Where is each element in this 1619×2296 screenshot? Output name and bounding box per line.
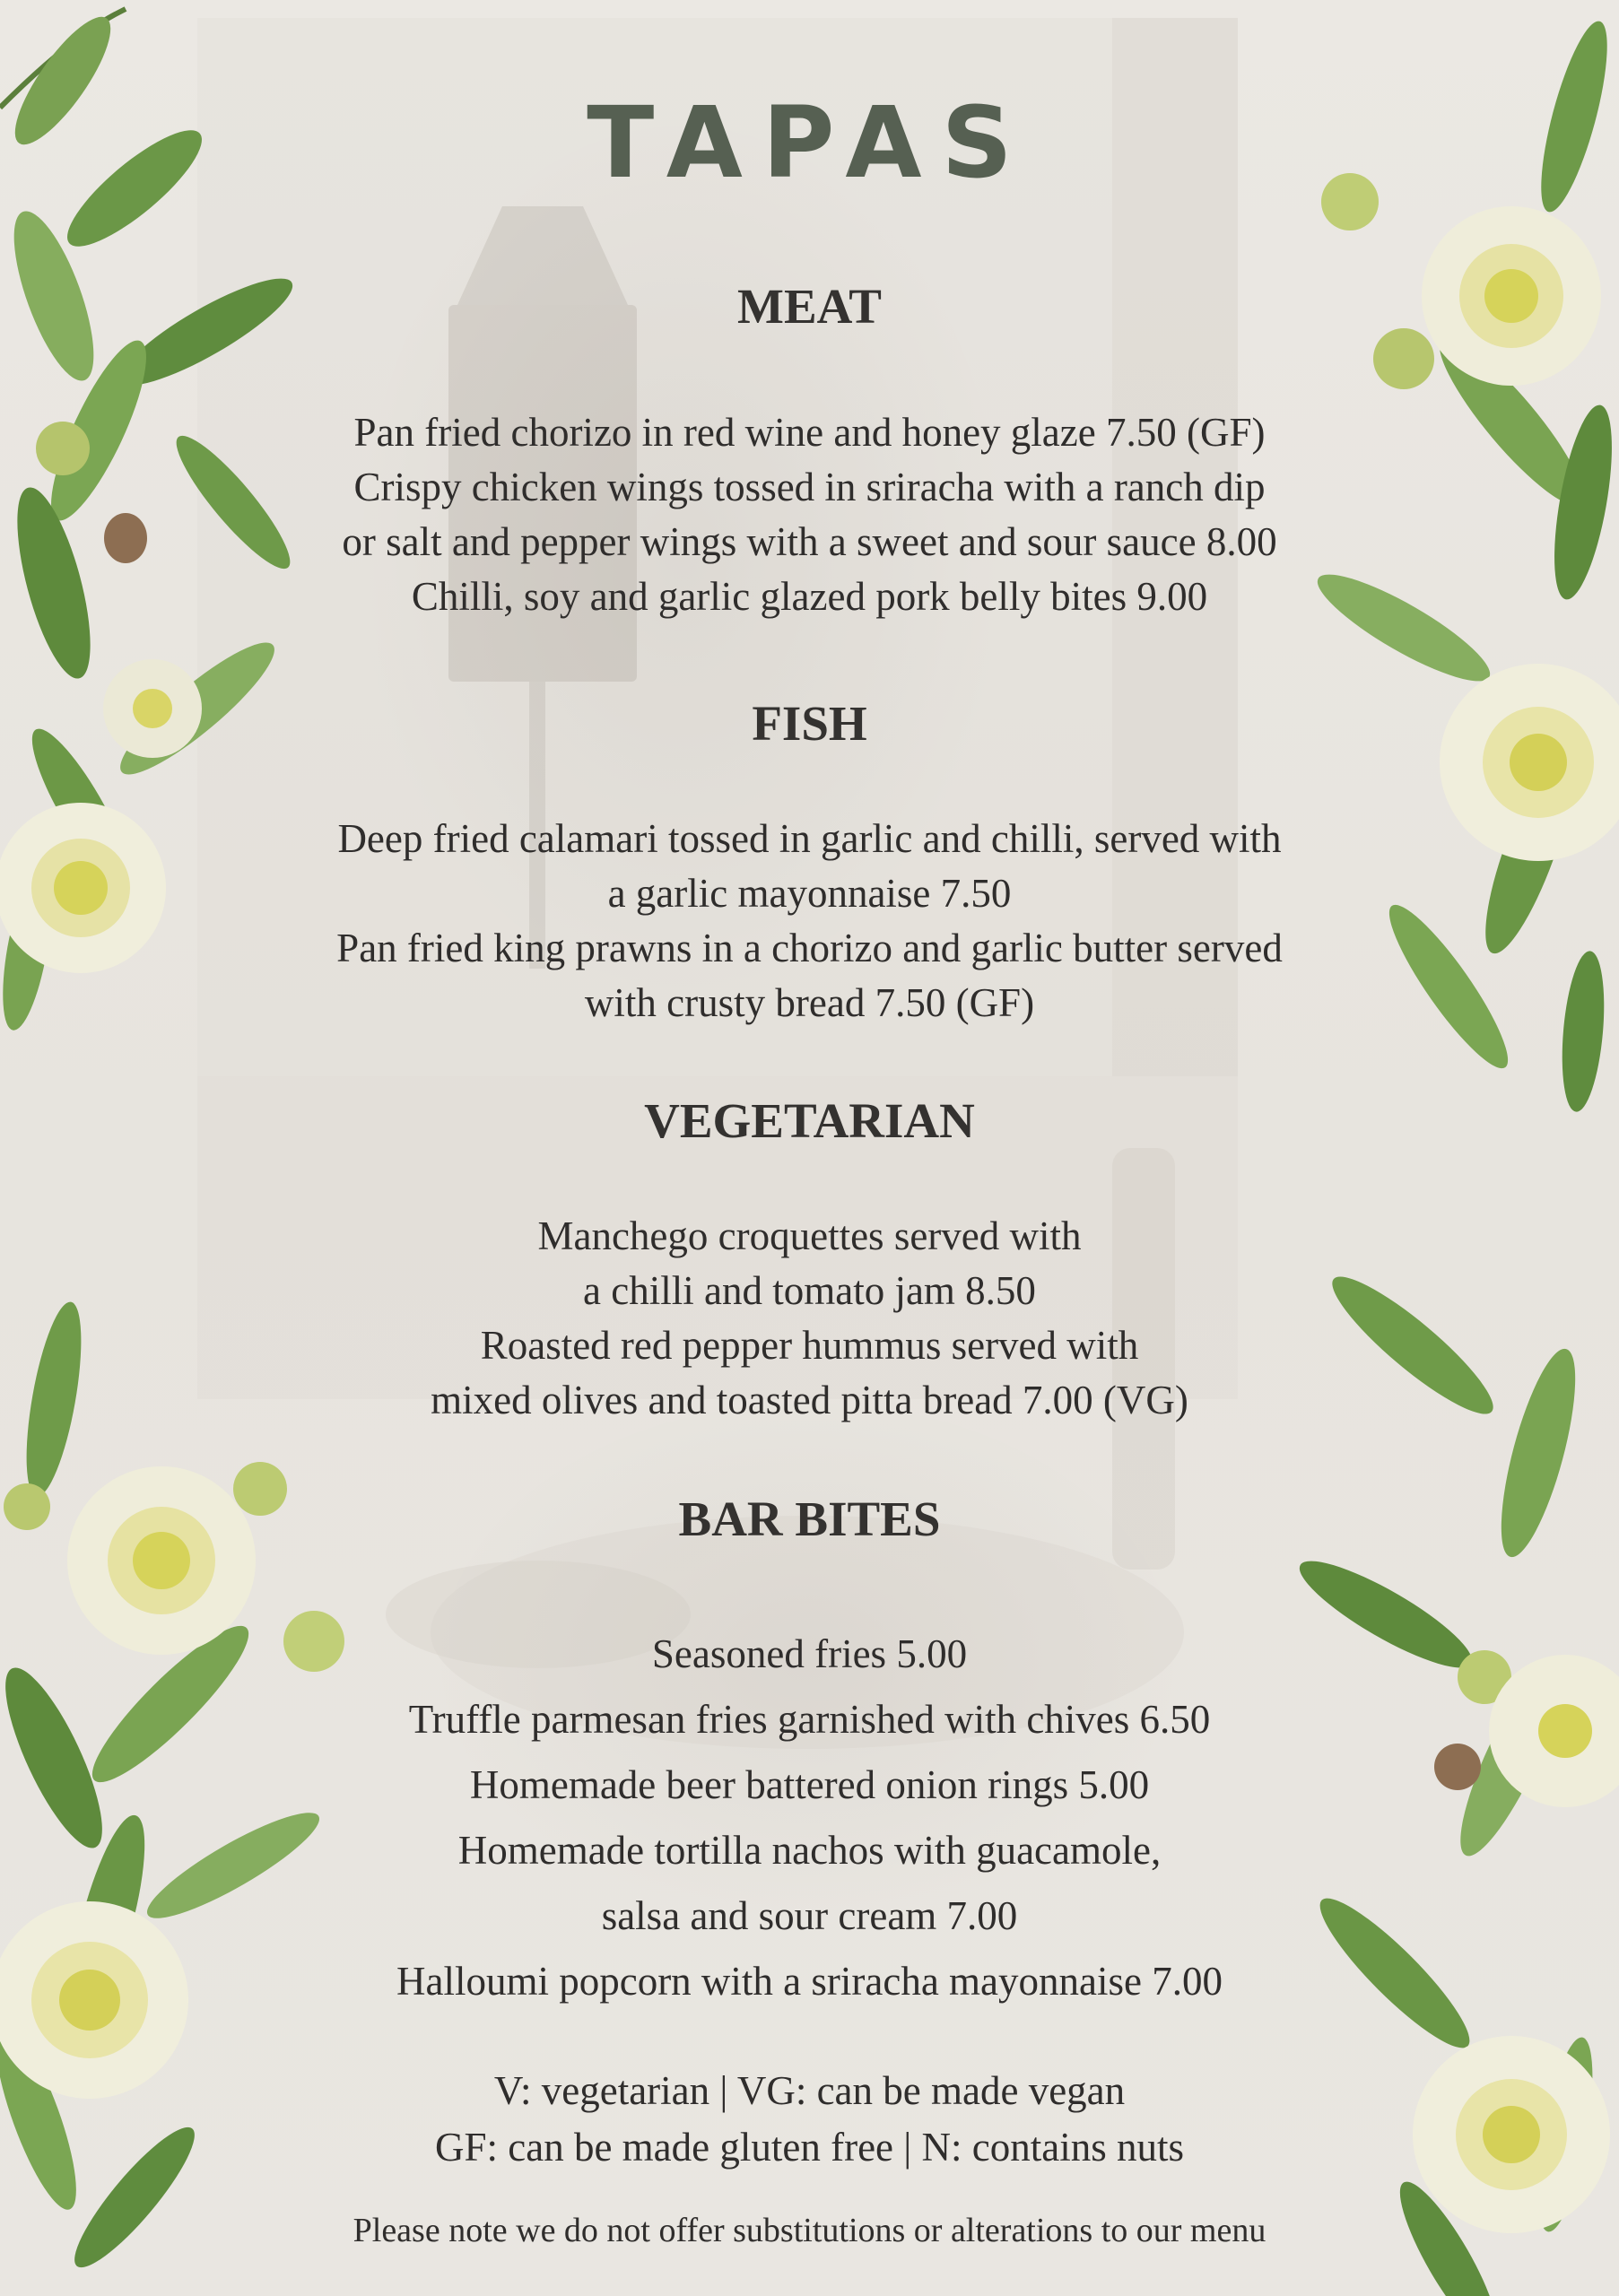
section-heading-meat: MEAT bbox=[737, 279, 882, 334]
section-items-bar-bites bbox=[179, 1622, 1440, 2014]
section-heading-fish: FISH bbox=[752, 696, 867, 751]
menu-item-line: salsa and sour cream 7.00 bbox=[601, 1893, 1018, 1938]
section-items-fish bbox=[179, 812, 1440, 1031]
menu-item-line: Roasted red pepper hummus served with bbox=[480, 1323, 1139, 1368]
menu-title: TAPAS bbox=[587, 85, 1032, 200]
menu-item-line: Halloumi popcorn with a sriracha mayonnaise 7.00 bbox=[396, 1959, 1223, 2004]
section-items-meat bbox=[179, 405, 1440, 624]
menu-item-line: Chilli, soy and garlic glazed pork belly bites 9.00 bbox=[411, 574, 1208, 619]
menu-item-line: a garlic mayonnaise 7.50 bbox=[607, 871, 1012, 916]
menu-item-line: a chilli and tomato jam 8.50 bbox=[583, 1268, 1036, 1313]
dietary-legend bbox=[179, 2063, 1440, 2176]
menu-item-line: Crispy chicken wings tossed in sriracha with a ranch dip bbox=[353, 465, 1266, 509]
menu-item-line: mixed olives and toasted pitta bread 7.00 (VG) bbox=[431, 1378, 1188, 1422]
menu-item-line: Truffle parmesan fries garnished with chives 6.50 bbox=[408, 1697, 1211, 1742]
menu-item-line: Pan fried chorizo in red wine and honey glaze 7.50 (GF) bbox=[353, 410, 1266, 455]
legend-line: V: vegetarian | VG: can be made vegan bbox=[493, 2068, 1126, 2113]
section-items-vegetarian bbox=[179, 1209, 1440, 1428]
menu-item-line: or salt and pepper wings with a sweet and sour sauce 8.00 bbox=[342, 519, 1277, 564]
menu-item-line: Manchego croquettes served with bbox=[537, 1213, 1082, 1258]
menu-item-line: Homemade tortilla nachos with guacamole, bbox=[457, 1828, 1162, 1873]
section-heading-vegetarian: VEGETARIAN bbox=[644, 1093, 975, 1148]
menu-item-line: Deep fried calamari tossed in garlic and chilli, served with bbox=[337, 816, 1282, 861]
substitution-note: Please note we do not offer substitutions or alterations to our menu bbox=[353, 2212, 1266, 2249]
legend-line: GF: can be made gluten free | N: contains nuts bbox=[434, 2125, 1185, 2170]
right-blossom-bottom bbox=[1413, 1655, 1619, 2233]
menu-item-line: Homemade beer battered onion rings 5.00 bbox=[469, 1762, 1150, 1807]
menu-item-line: Pan fried king prawns in a chorizo and garlic butter served bbox=[336, 926, 1283, 970]
menu-item-line: Seasoned fries 5.00 bbox=[651, 1631, 968, 1676]
menu-item-line: with crusty bread 7.50 (GF) bbox=[584, 980, 1035, 1025]
section-heading-bar-bites: BAR BITES bbox=[678, 1492, 941, 1546]
